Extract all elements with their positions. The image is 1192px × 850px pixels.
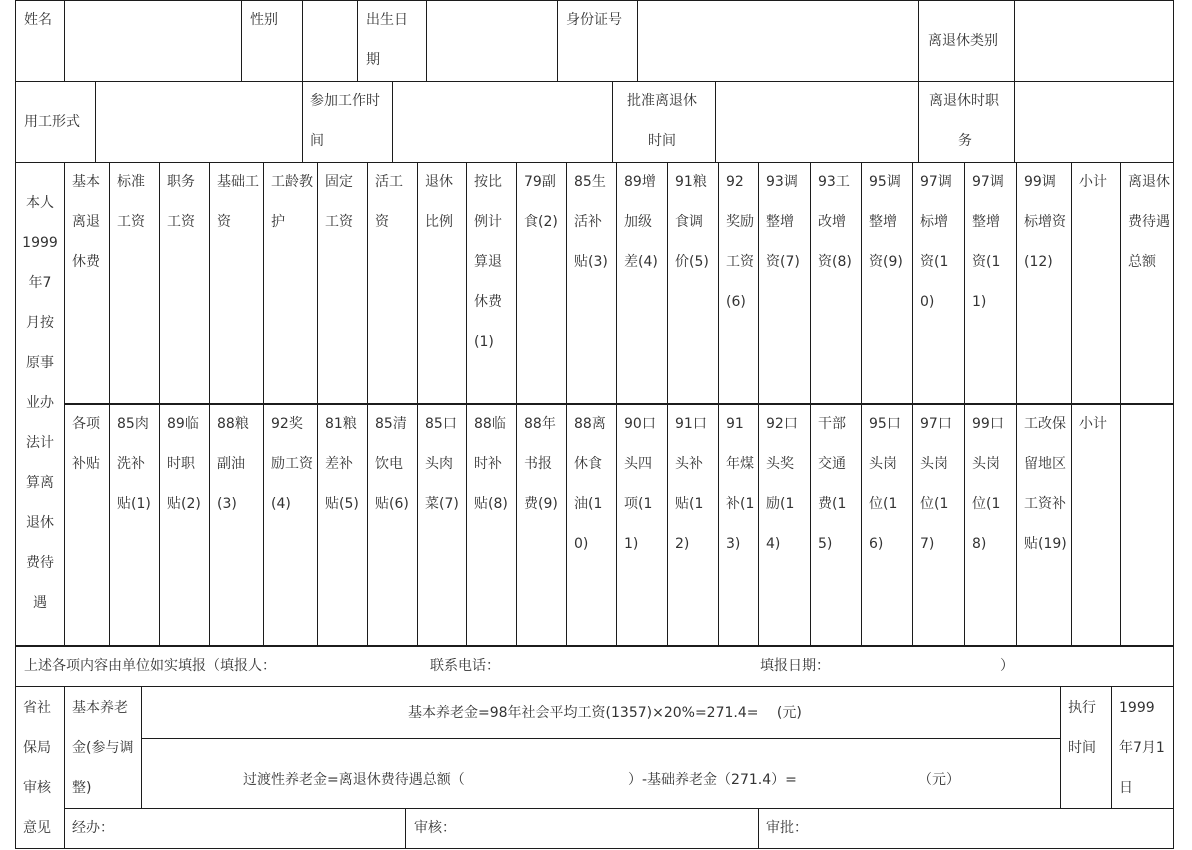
table-border-left (15, 0, 16, 849)
lower-header-cell: 91年煤补(13) (726, 416, 755, 552)
side-label: 本人1999年7月按原事业办法计算离退休费待遇 (22, 195, 58, 611)
name-label: 姓名 (24, 12, 52, 28)
review-label: 省社保局审核意见 (23, 700, 51, 836)
col-divider (64, 686, 65, 849)
basic-retire-fee-header: 基本离退休费 (72, 174, 100, 270)
col-divider (637, 0, 638, 81)
row-divider (64, 808, 1174, 809)
col-divider (64, 162, 65, 646)
lower-header-cell: 91口头补贴(12) (675, 416, 707, 552)
lower-header-cell: 88临时补贴(8) (474, 416, 508, 512)
col-divider (861, 162, 862, 646)
lower-header-cell: 99口头岗位(18) (972, 416, 1004, 552)
col-divider (466, 162, 467, 646)
pension-label: 基本养老金(参与调整) (72, 700, 134, 796)
col-divider (95, 81, 96, 162)
phone-label: 联系电话： (430, 658, 500, 674)
col-divider (1014, 0, 1015, 81)
col-divider (810, 162, 811, 646)
work-start-label-line2: 间 (310, 133, 324, 149)
upper-header-cell: 小计 (1079, 174, 1107, 190)
upper-header-cell: 93调整增资(7) (766, 174, 800, 270)
table-border-right (1173, 0, 1174, 849)
col-divider (1120, 162, 1121, 646)
col-divider (417, 162, 418, 646)
transitional-pension-formula-start: 过渡性养老金=离退休费待遇总额（ (243, 772, 465, 788)
lower-header-cell: 89临时职贴(2) (167, 416, 201, 512)
retire-type-label: 离退休类别 (928, 33, 998, 49)
lower-header-cell: 88粮副油(3) (217, 416, 249, 512)
approved-time-label-line1: 批准离退休 (627, 93, 697, 109)
upper-header-cell: 按比例计算退休费(1) (474, 174, 502, 350)
col-divider (1014, 81, 1015, 162)
exec-date-value: 1999年7月1日 (1119, 700, 1165, 796)
col-divider (566, 162, 567, 646)
upper-header-cell: 固定工资 (325, 174, 353, 230)
lower-header-cell: 85肉洗补贴(1) (117, 416, 151, 512)
col-divider (964, 162, 965, 646)
upper-header-cell: 标准工资 (117, 174, 145, 230)
upper-header-cell: 99调标增资(12) (1024, 174, 1066, 270)
upper-header-cell: 89增加级差(4) (624, 174, 658, 270)
id-number-label: 身份证号 (566, 12, 622, 28)
table-border-top (15, 0, 1174, 1)
report-date-label: 填报日期： (760, 658, 830, 674)
upper-header-cell: 基础工资 (217, 174, 259, 230)
approver-label: 审批： (766, 820, 808, 836)
col-divider (357, 0, 358, 81)
row-divider (141, 738, 1060, 739)
col-divider (1016, 162, 1017, 646)
col-divider (392, 81, 393, 162)
col-divider (516, 162, 517, 646)
col-divider (667, 162, 668, 646)
upper-header-cell: 退休比例 (425, 174, 453, 230)
subsidy-header: 各项补贴 (72, 416, 100, 472)
handler-label: 经办： (72, 820, 114, 836)
col-divider (159, 162, 160, 646)
row-divider (15, 645, 1174, 647)
lower-header-cell: 92口头奖励(14) (766, 416, 798, 552)
col-divider (616, 162, 617, 646)
basic-pension-formula: 基本养老金=98年社会平均工资(1357)×20%=271.4= (元) (408, 705, 802, 721)
col-divider (715, 81, 716, 162)
table-border-bottom (15, 848, 1174, 849)
birth-label-line2: 期 (366, 52, 380, 68)
employment-form-label: 用工形式 (24, 114, 80, 130)
upper-header-cell: 工龄教护 (271, 174, 313, 230)
exec-time-label: 执行时间 (1068, 700, 1096, 756)
lower-header-cell: 95口头岗位(16) (869, 416, 901, 552)
upper-header-cell: 79副食(2) (524, 174, 558, 230)
col-divider (302, 0, 303, 81)
birth-label-line1: 出生日 (366, 12, 408, 28)
col-divider (426, 0, 427, 81)
lower-header-cell: 88年书报费(9) (524, 416, 558, 512)
transitional-pension-unit: （元） (918, 772, 960, 788)
col-divider (758, 808, 759, 849)
gender-label: 性别 (250, 12, 278, 28)
col-divider (718, 162, 719, 646)
col-divider (241, 0, 242, 81)
upper-header-cell: 职务工资 (167, 174, 195, 230)
lower-header-cell: 干部交通费(15) (818, 416, 847, 552)
row-divider (15, 81, 1174, 82)
work-start-label-line1: 参加工作时 (310, 93, 380, 109)
col-divider (209, 162, 210, 646)
upper-header-cell: 85生活补贴(3) (574, 174, 608, 270)
lower-header-cell: 85清饮电贴(6) (375, 416, 409, 512)
col-divider (758, 162, 759, 646)
row-divider (15, 686, 1174, 687)
lower-header-cell: 97口头岗位(17) (920, 416, 952, 552)
lower-header-cell: 88离休食油(10) (574, 416, 606, 552)
lower-header-cell: 小计 (1079, 416, 1107, 432)
upper-header-cell: 92奖励工资(6) (726, 174, 754, 310)
col-divider (1111, 686, 1112, 808)
col-divider (317, 162, 318, 646)
col-divider (405, 808, 406, 849)
col-divider (1060, 686, 1061, 808)
col-divider (64, 0, 65, 81)
upper-header-cell: 95调整增资(9) (869, 174, 903, 270)
col-divider (1071, 162, 1072, 646)
col-divider (912, 162, 913, 646)
lower-header-cell: 92奖励工资(4) (271, 416, 313, 512)
upper-header-cell: 93工改增资(8) (818, 174, 852, 270)
col-divider (612, 81, 613, 162)
approved-time-label-line2: 时间 (648, 133, 676, 149)
upper-header-cell: 97调标增资(10) (920, 174, 952, 310)
col-divider (557, 0, 558, 81)
col-divider (263, 162, 264, 646)
col-divider (302, 81, 303, 162)
upper-header-cell: 91粮食调价(5) (675, 174, 709, 270)
upper-header-cell: 活工资 (375, 174, 403, 230)
col-divider (109, 162, 110, 646)
lower-header-cell: 工改保留地区工资补贴(19) (1024, 416, 1067, 552)
position-label-line1: 离退休时职 (929, 93, 999, 109)
col-divider (141, 686, 142, 808)
transitional-pension-formula-mid: ）-基础养老金（271.4）= (628, 772, 797, 788)
lower-header-cell: 90口头四项(11) (624, 416, 656, 552)
auditor-label: 审核： (414, 820, 456, 836)
col-divider (367, 162, 368, 646)
upper-header-cell: 97调整增资(11) (972, 174, 1004, 310)
lower-header-cell: 85口头肉菜(7) (425, 416, 459, 512)
position-label-line2: 务 (958, 133, 972, 149)
lower-header-cell: 81粮差补贴(5) (325, 416, 359, 512)
col-divider (918, 81, 919, 162)
statement-text: 上述各项内容由单位如实填报（填报人： (24, 658, 276, 674)
upper-header-cell: 离退休费待遇总额 (1128, 174, 1170, 270)
statement-close: ） (1000, 658, 1014, 674)
col-divider (918, 0, 919, 81)
